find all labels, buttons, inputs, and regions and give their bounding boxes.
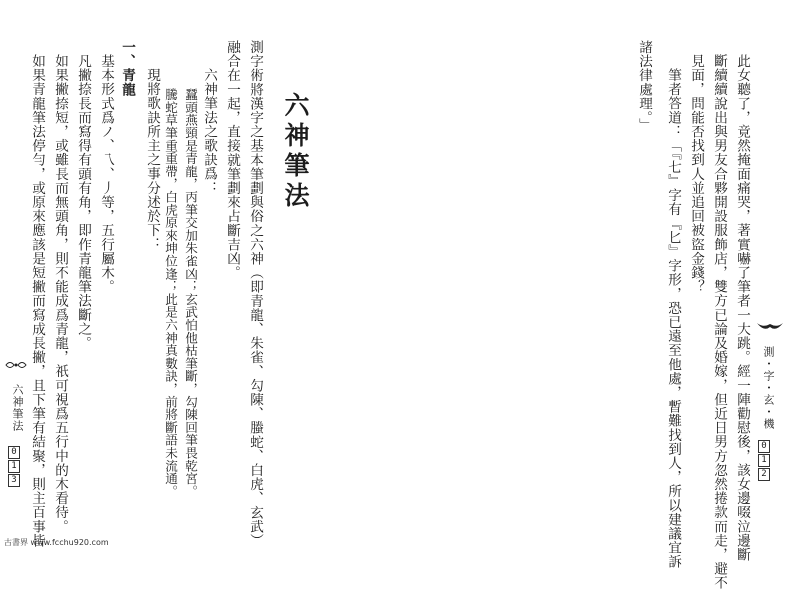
intro-column-1: 測字術將漢字之基本筆劃與俗之六神（即青龍、朱雀、勾陳、螣蛇、白虎、玄武） — [247, 40, 263, 548]
body-column-5: 諸法律處理。」 — [636, 40, 652, 132]
page-number-digit: 0 — [758, 440, 770, 453]
right-page — [397, 0, 793, 590]
section-column-1: 基本形式爲ノ、乁、丿等，五行屬木。 — [98, 54, 114, 294]
running-head: 測・字・玄・機 — [762, 346, 775, 430]
bird-ornament-icon — [755, 320, 785, 334]
page-number-digit: 2 — [758, 468, 770, 481]
page-number — [758, 440, 770, 481]
scroll-ornament-icon — [5, 360, 27, 370]
poem-intro: 六神筆法之歌訣爲： — [201, 68, 217, 195]
section-heading: 一、青龍 — [119, 40, 135, 97]
intro-column-2: 融合在一起，直接就筆劃來占斷吉凶。 — [224, 40, 240, 280]
poem-line-2: 騰蛇草筆重重帶，白虎原來坤位逢；此是六神真數訣，前將斷語未流通。 — [163, 88, 178, 498]
section-title: 六神筆法 — [281, 92, 310, 212]
page-number-digit: 3 — [8, 474, 20, 487]
section-column-3: 如果撇捺短，或雖長而無頭角，則不能成爲青龍，祇可視爲五行中的木看待。 — [52, 54, 68, 534]
page-number-digit: 1 — [758, 454, 770, 467]
left-page — [0, 0, 397, 550]
body-column-2: 斷續續說出與男友合夥開設服飾店，雙方已論及婚嫁，但近日男方忽然捲款而走，避不 — [711, 54, 727, 590]
section-column-2: 凡撇捺長而寫得有頭有角，即作青龍筆法斷之。 — [75, 54, 91, 351]
running-head: 六神筆法 — [11, 384, 24, 432]
page-number-digit: 0 — [8, 446, 20, 459]
poem-line-1: 蠶頭燕頸是青龍，丙筆交加朱雀凶；玄武怕他枯筆斷，勾陳回筆畏乾宮。 — [183, 88, 198, 498]
footer-watermark: 古書界 www.fcchu920.com — [4, 538, 109, 547]
page-number — [8, 446, 20, 487]
section-column-4: 如果青龍筆法停勻，或原來應該是短撇而寫成長撇，且下筆有結聚，則主百事皆 — [29, 54, 45, 548]
body-column-4: 筆者答道：「『七』字有『匕』字形，恐已遠至他處，暫難找到人，所以建議宜訴 — [665, 68, 681, 569]
page-number-digit: 1 — [8, 460, 20, 473]
body-column-1: 此女聽了，竟然掩面痛哭，著實嚇了筆者一大跳。經一陣勸慰後，該女邊啜泣邊斷 — [734, 54, 750, 562]
after-poem: 現將歌訣所主之事分述於下： — [144, 68, 160, 252]
body-column-3: 見面，問能否找到人並追回被盜金錢？ — [688, 54, 704, 294]
